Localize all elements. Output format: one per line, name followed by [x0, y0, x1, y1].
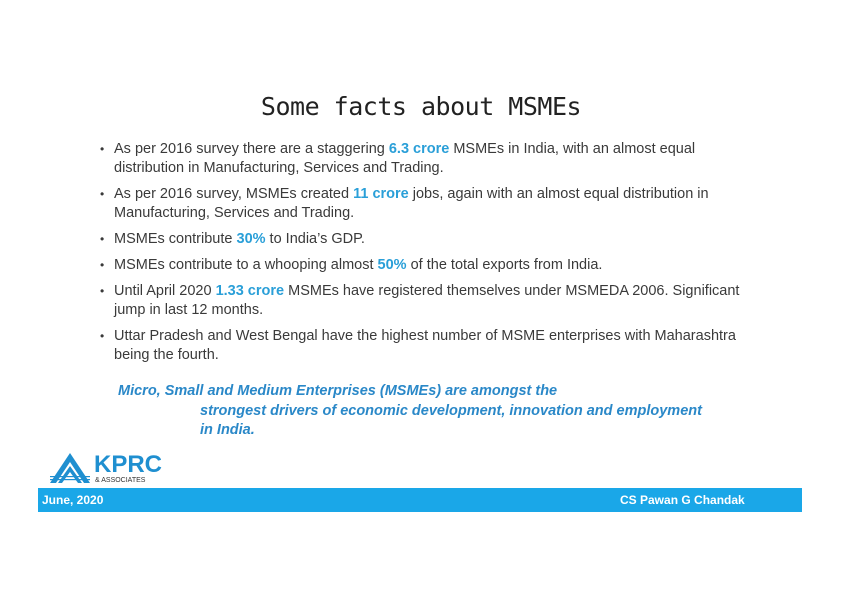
logo-name: KPRC — [94, 451, 163, 478]
quote-line-2: strongest drivers of economic development, innovation and employment in India. — [200, 402, 702, 438]
quote-line-1: Micro, Small and Medium Enterprises (MSMEs) are amongst the — [118, 383, 558, 399]
bullet-item: • As per 2016 survey, MSMEs created 11 crore jobs, again with an almost equal distribution in Manufacturing, Services and Trading. — [100, 185, 750, 223]
highlight-value: 6.3 crore — [388, 141, 450, 157]
logo-subtitle: & ASSOCIATES — [95, 477, 146, 484]
kprc-logo — [48, 450, 208, 486]
highlight-value: 50% — [377, 257, 407, 273]
logo-mountain-icon — [50, 453, 90, 483]
bullet-item: • As per 2016 survey there are a staggering 6.3 crore MSMEs in India, with an almost equal distribution in Manufacturing, Services and Trading. — [100, 140, 750, 178]
bullet-item: • MSMEs contribute 30% to India’s GDP. — [100, 230, 750, 249]
highlight-value: 1.33 crore — [215, 283, 285, 299]
footer-bar — [38, 488, 802, 512]
footer-author: CS Pawan G Chandak — [620, 493, 745, 507]
footer-date: June, 2020 — [42, 493, 104, 507]
highlight-value: 30% — [236, 231, 266, 247]
bullet-item: • Uttar Pradesh and West Bengal have the highest number of MSME enterprises with Maharashtra being the fourth. — [100, 327, 750, 365]
slide-title: Some facts about MSMEs — [260, 92, 582, 121]
bullet-item: • MSMEs contribute to a whooping almost 50% of the total exports from India. — [100, 256, 750, 275]
bullet-item: • Until April 2020 1.33 crore MSMEs have registered themselves under MSMEDA 2006. Significant jump in last 12 months. — [100, 282, 750, 320]
highlight-value: 11 crore — [353, 186, 409, 202]
quote-text — [118, 382, 718, 441]
bullet-list — [100, 140, 750, 372]
